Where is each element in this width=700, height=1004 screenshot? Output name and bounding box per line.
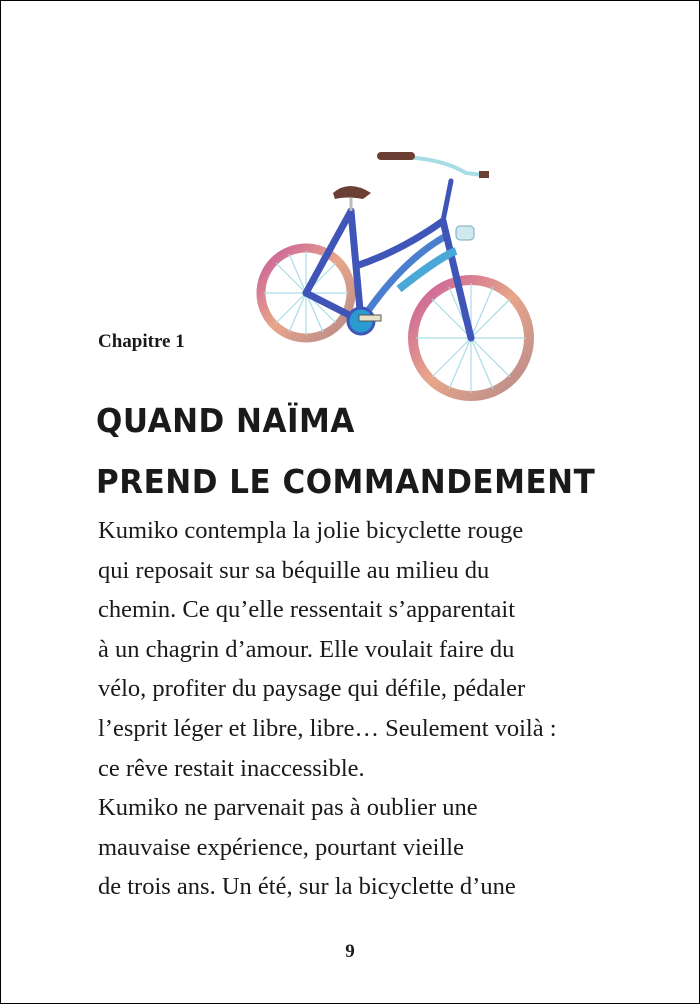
- body-text: [98, 511, 557, 907]
- bicycle-illustration: [251, 141, 541, 426]
- text-line: qui reposait sur sa béquille au milieu du: [98, 556, 490, 584]
- text-line: à un chagrin d’amour. Elle voulait faire du: [98, 635, 515, 663]
- text-line: chemin. Ce qu’elle ressentait s’apparentait: [98, 596, 516, 624]
- title-line: PREND LE COMMANDEMENT: [96, 463, 596, 502]
- text-line: ce rêve restait inaccessible.: [98, 754, 365, 782]
- chapter-label: Chapitre 1: [98, 331, 185, 352]
- text-line: vélo, profiter du paysage qui défile, pédaler: [98, 675, 526, 703]
- seat: [333, 186, 371, 199]
- title-line: QUAND NAÏMA: [96, 402, 355, 441]
- chapter-title: [96, 391, 595, 513]
- text-line: Kumiko contempla la jolie bicyclette rouge: [98, 517, 524, 544]
- text-line: l’esprit léger et libre, libre… Seulement voilà :: [98, 714, 557, 742]
- headlight: [456, 226, 474, 240]
- page-number: 9: [345, 941, 355, 962]
- text-line: de trois ans. Un été, sur la bicyclette d’une: [98, 873, 516, 901]
- text-line: Kumiko ne parvenait pas à oublier une: [98, 794, 478, 822]
- text-line: mauvaise expérience, pourtant vieille: [98, 833, 464, 861]
